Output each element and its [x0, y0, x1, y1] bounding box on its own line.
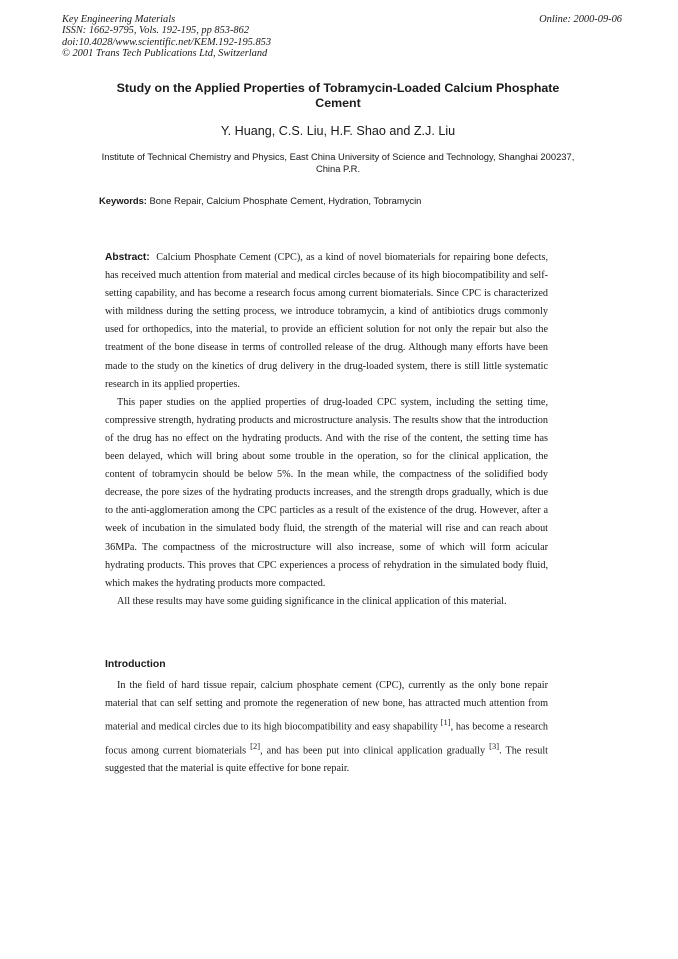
- introduction-heading: Introduction: [105, 659, 166, 670]
- copyright-line: © 2001 Trans Tech Publications Ltd, Switzerland: [62, 48, 268, 60]
- issn-line: ISSN: 1662-9795, Vols. 192-195, pp 853-862: [62, 25, 250, 37]
- citation-3: [3]: [489, 740, 500, 751]
- paper-title: Study on the Applied Properties of Tobramycin-Loaded Calcium Phosphate Cement: [116, 81, 560, 110]
- abstract-paragraph-1: [105, 249, 548, 394]
- abstract-section: [105, 249, 548, 611]
- intro-text-d: . The result suggested that the material is quite effective for bone repair.: [105, 745, 548, 775]
- introduction-paragraph-1: [105, 677, 548, 778]
- author-list: Y. Huang, C.S. Liu, H.F. Shao and Z.J. Liu: [220, 124, 456, 138]
- affiliation: Institute of Technical Chemistry and Physics, East China University of Science and Technology, Shanghai 200237, China P.R.: [101, 151, 575, 174]
- abstract-paragraph-3: All these results may have some guiding significance in the clinical application of this material.: [117, 595, 507, 607]
- introduction-section: [105, 677, 548, 778]
- keywords-label: Keywords:: [99, 195, 147, 206]
- abstract-paragraph-2: This paper studies on the applied properties of drug-loaded CPC system, including the setting time, compressive strength, hydrating products and microstructure analysis. The results show that the introduction of the drug has no effect on the hydrating products. And with the rise of the content, the setting time has been delayed, which will bring about some trouble in the operation, so for the clinical application, the content of tobramycin should be below 5%. In the mean while, the compactness of the solidified body decrease, the pore sizes of the hydrating products increases, and the strength drops gradually, which is due to the anti-agglomeration among the CPC particles as a result of the existence of the drug. However, after a week of incubation in the simulated body fluid, the strength of the material will rise and can reach about 36MPa. The compactness of the microstructure will also increase, some of which will form acicular hydrating products. This proves that CPC experiences a process of rehydration in the simulated body fluid, which makes the hydrating products more compacted.: [105, 396, 548, 589]
- intro-text-a: In the field of hard tissue repair, calcium phosphate cement (CPC), currently as the only bone repair material that can self setting and promote the regeneration of new bone, has attracted much attention from material and medical circles due to its high biocompatibility and easy shapability: [105, 680, 548, 733]
- online-date: Online: 2000-09-06: [539, 14, 622, 25]
- doi-line[interactable]: doi:10.4028/www.scientific.net/KEM.192-195.853: [62, 36, 272, 48]
- keywords: [99, 195, 569, 206]
- journal-name: Key Engineering Materials: [62, 14, 176, 25]
- citation-2: [2]: [250, 740, 261, 751]
- running-header: [62, 14, 622, 60]
- abstract-label: Abstract:: [105, 252, 150, 263]
- citation-1: [1]: [440, 717, 451, 728]
- keywords-text: Bone Repair, Calcium Phosphate Cement, Hydration, Tobramycin: [149, 195, 422, 206]
- intro-text-c: , and has been put into clinical application gradually: [260, 745, 490, 757]
- intro-text-b: , has become a research focus among current biomaterials: [105, 721, 549, 757]
- abstract-text-1: Calcium Phosphate Cement (CPC), as a kind of novel biomaterials for repairing bone defects, has received much attention from material and medical circles because of its high biocompatibility and self-setting capability, and has become a research focus among current biomaterials. Since CPC is characterized with mildness during the setting process, we introduce tobramycin, a kind of antibiotics drugs commonly used for orthopedics, into the material, to provide an efficient solution for not only the repair but also the treatment of the bone disease in terms of controlled release of the drug. Although many efforts have been made to the study on the kinetics of drug delivery in the drug-loaded system, there is still little systematic research in its applied properties.: [105, 252, 548, 390]
